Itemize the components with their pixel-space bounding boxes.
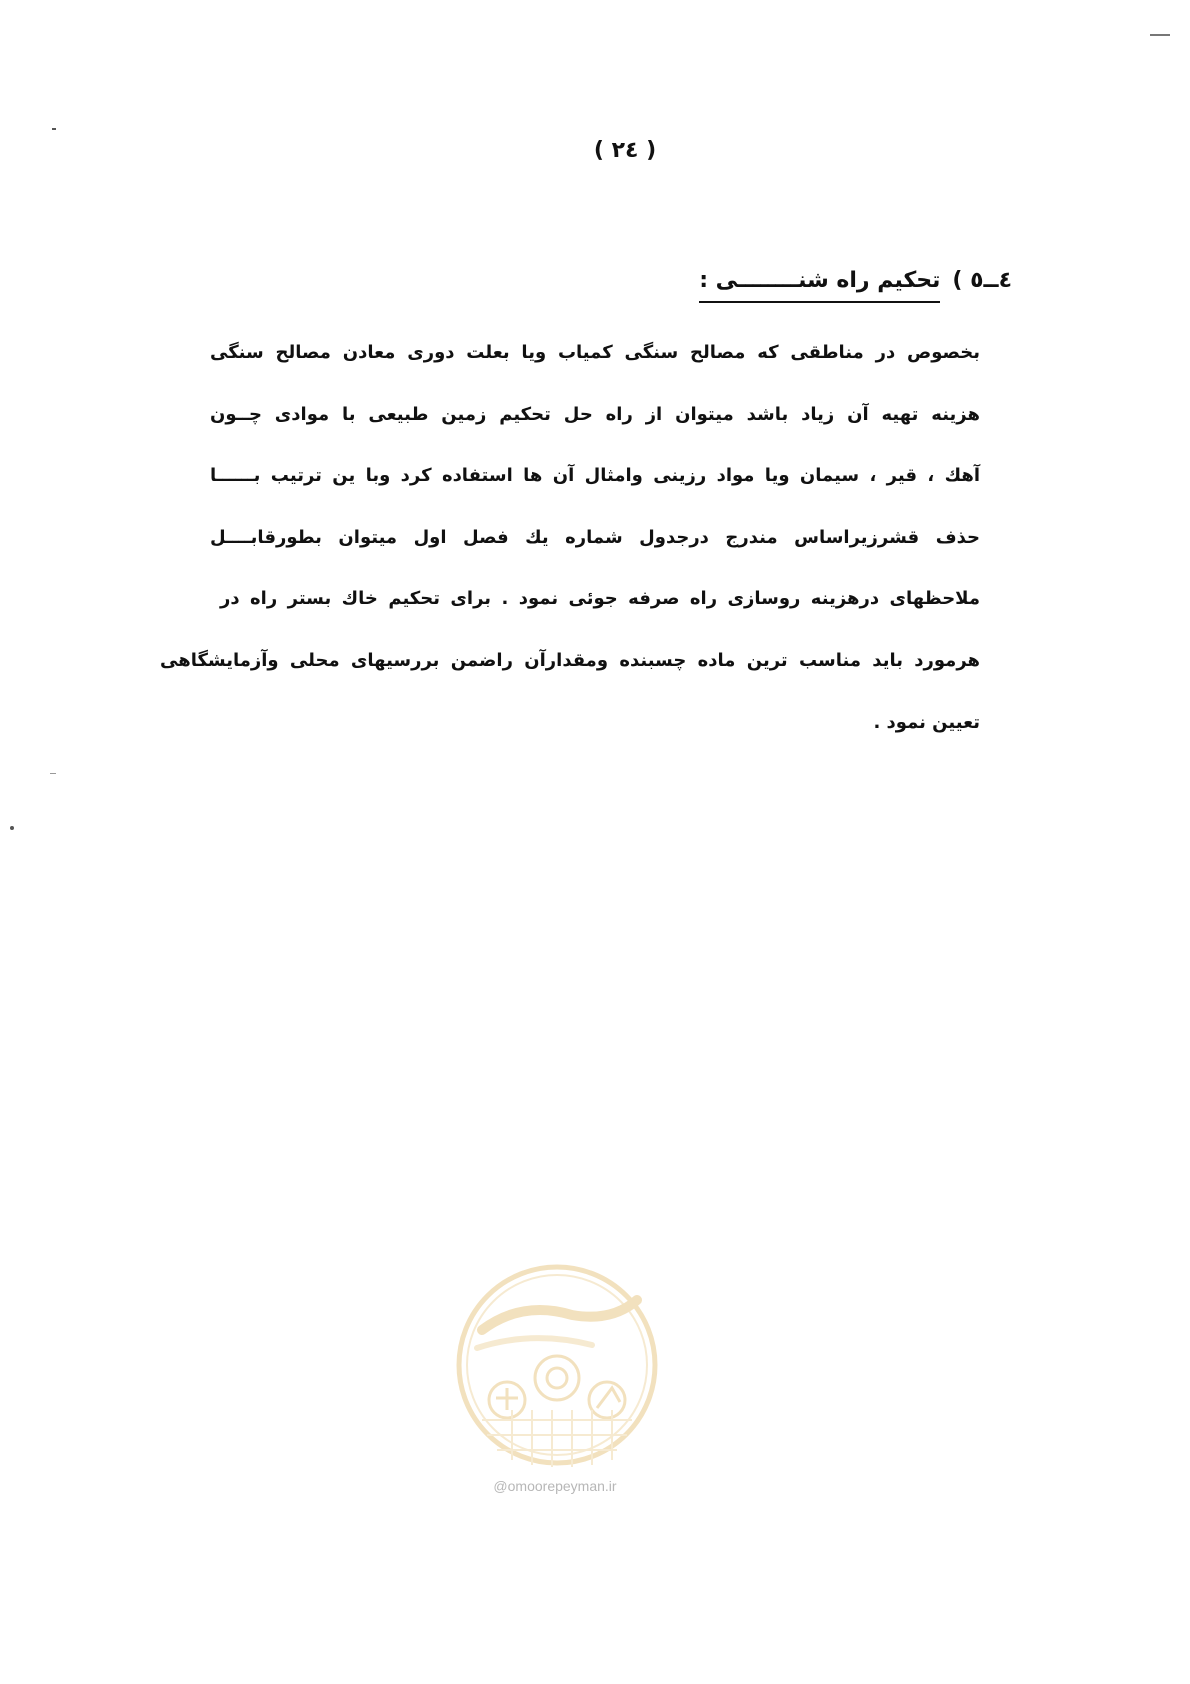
scan-speck: [1150, 34, 1170, 36]
section-number: ٤ــ٥ ): [952, 268, 1012, 293]
body-paragraph: [160, 338, 980, 769]
body-line: تعیین نمود .: [873, 711, 980, 733]
scan-speck: [50, 773, 56, 774]
watermark-url: @omoorepeyman.ir: [493, 1478, 617, 1494]
body-line: آهك ، قیر ، سیمان ویا مواد رزینی وامثال آن ها استفاده کرد وبا ین ترتیب بــــــا: [210, 465, 980, 487]
body-line: هزینه تهیه آن زیاد باشد میتوان از راه حل تحکیم زمین طبیعی با موادی چــون: [210, 403, 980, 425]
scan-speck: [10, 826, 14, 830]
body-line: حذف قشرزیراساس مندرج درجدول شماره یك فصل اول میتوان بطورقابــــل: [210, 526, 980, 548]
body-line: هرمورد باید مناسب ترین ماده چسبنده ومقدارآن راضمن بررسیهای محلی وآزمایشگاهی: [160, 649, 980, 671]
page-number: ( ٢٤ ): [593, 138, 657, 163]
scan-speck: [52, 128, 56, 130]
watermark-logo: [452, 1260, 662, 1470]
body-line: بخصوص در مناطقی که مصالح سنگی کمیاب ویا بعلت دوری معادن مصالح سنگی: [210, 342, 980, 363]
section-heading: [699, 268, 1012, 303]
section-title: تحکیم راه شنــــــــی :: [699, 268, 940, 303]
body-line: ملاحظهای درهزینه روسازی راه صرفه جوئی نمود . برای تحکیم خاك بستر راه در: [220, 588, 980, 610]
